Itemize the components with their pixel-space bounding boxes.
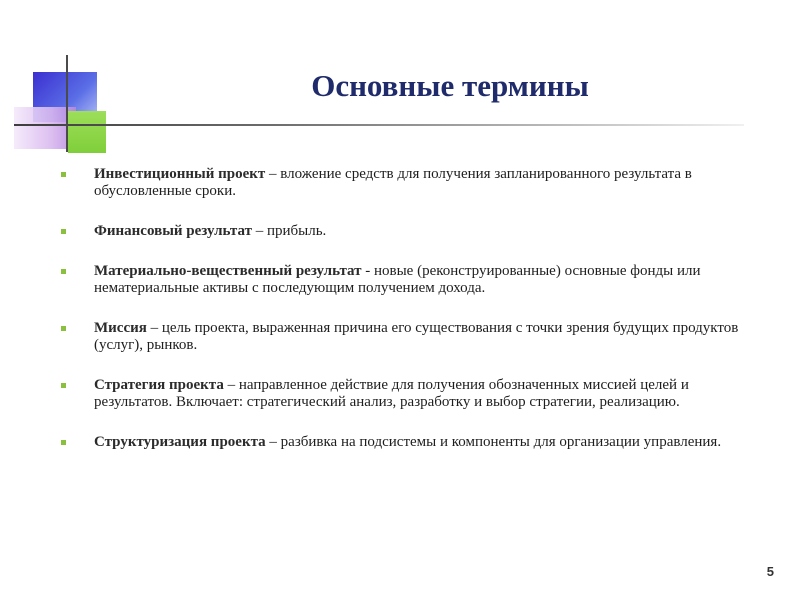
decor-green-square <box>68 111 106 153</box>
term-separator: – <box>265 166 281 182</box>
term-definition: новые (реконструированные) основные фонды или нематериальные активы с последующим получением дохода. <box>94 263 701 296</box>
terms-list <box>58 166 768 451</box>
term-definition: направленное действие для получения обозначенных миссией целей и результатов. Включает: стратегический анализ, разработку и выбор стратегии, реализацию. <box>94 377 689 410</box>
square-bullet-icon <box>61 229 66 234</box>
square-bullet-icon <box>61 326 66 331</box>
term-separator: – <box>265 434 281 450</box>
term-item <box>58 166 768 200</box>
term-definition: вложение средств для получения запланированного результата в обусловленные сроки. <box>94 166 692 199</box>
term-item <box>58 263 768 297</box>
term-definition: прибыль. <box>266 223 327 239</box>
term-item <box>58 223 768 240</box>
term-separator: - <box>361 263 374 279</box>
slide-title: Основные термины <box>311 68 589 103</box>
term-item <box>58 377 768 411</box>
term-item <box>58 320 768 354</box>
decor-vertical-line <box>66 55 68 152</box>
title-divider-line <box>14 124 744 126</box>
term-separator: – <box>251 223 267 239</box>
term-name: Инвестиционный проект <box>94 166 266 182</box>
term-item <box>58 434 768 451</box>
term-definition: разбивка на подсистемы и компоненты для организации управления. <box>280 434 722 450</box>
square-bullet-icon <box>61 383 66 388</box>
slide-number: 5 <box>766 564 774 579</box>
term-separator: – <box>223 377 239 393</box>
term-name: Миссия <box>94 320 147 336</box>
square-bullet-icon <box>61 172 66 177</box>
term-name: Структуризация проекта <box>94 434 266 450</box>
term-separator: – <box>146 320 162 336</box>
term-name: Стратегия проекта <box>94 377 224 393</box>
square-bullet-icon <box>61 269 66 274</box>
term-definition: цель проекта, выраженная причина его существования с точки зрения будущих продуктов (услуг), рынков. <box>94 320 739 353</box>
square-bullet-icon <box>61 440 66 445</box>
term-name: Материально-вещественный результат <box>94 263 362 279</box>
term-name: Финансовый результат <box>94 223 252 239</box>
